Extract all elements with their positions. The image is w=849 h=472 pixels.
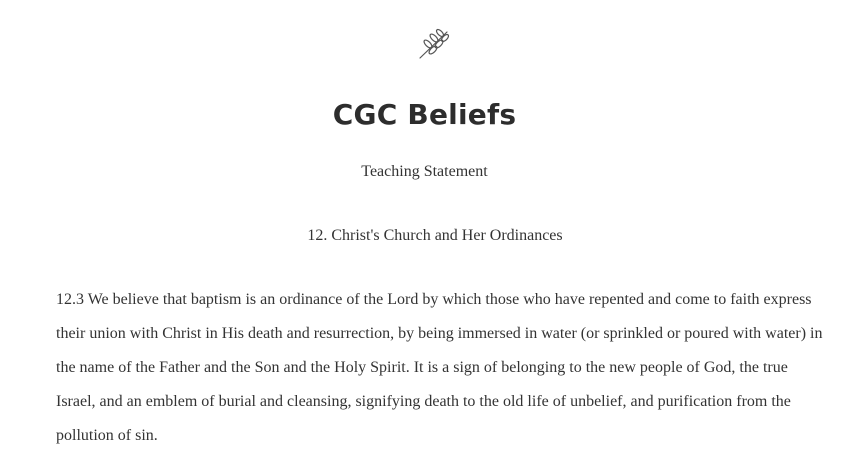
page-subtitle: Teaching Statement bbox=[361, 163, 488, 180]
belief-paragraph: 12.3 We believe that baptism is an ordinance of the Lord by which those who have repented and come to faith express their union with Christ in His death and resurrection, by being immersed in water (or sprinkled or poured with water) in the name of the Father and the Son and the Holy Spirit. It is a sign of belonging to the new people of God, the true Israel, and an emblem of burial and cleansing, signifying death to the old life of unbelief, and purification from the pollution of sin. bbox=[56, 291, 823, 444]
page-title: CGC Beliefs bbox=[332, 98, 517, 131]
section-heading: 12. Christ's Church and Her Ordinances bbox=[307, 227, 563, 244]
wheat-sprig-icon bbox=[417, 28, 453, 60]
